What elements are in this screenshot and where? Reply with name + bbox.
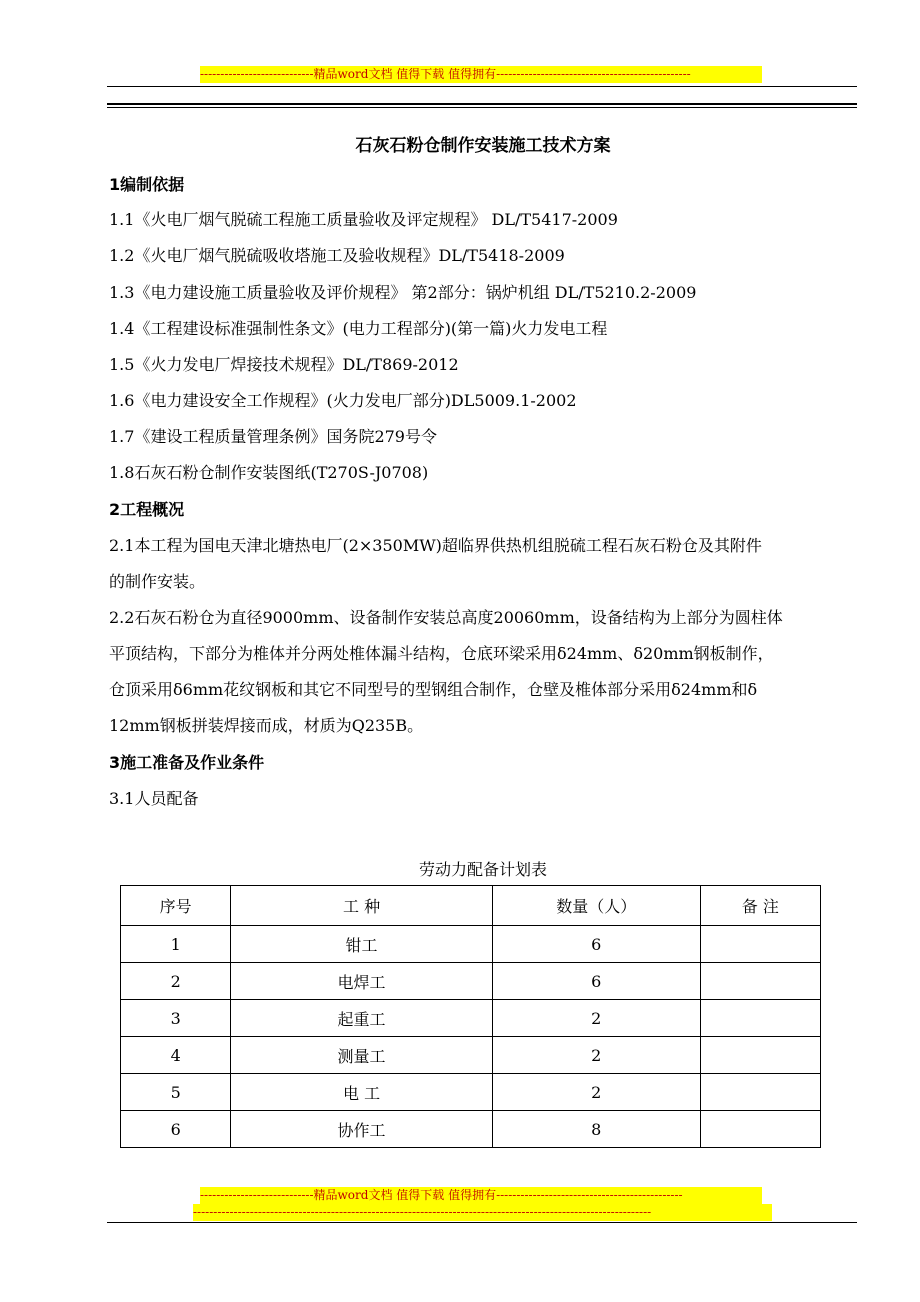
document-title: 石灰石粉仓制作安装施工技术方案 — [355, 136, 611, 156]
paragraph-line: 的制作安装。 — [109, 572, 206, 591]
cell-note — [700, 1000, 820, 1037]
cell-count: 2 — [492, 1000, 700, 1037]
cell-index: 4 — [121, 1037, 231, 1074]
cell-index: 5 — [121, 1074, 231, 1111]
header-cell: 工 种 — [231, 886, 492, 926]
header-double-rule-thick — [107, 103, 857, 105]
cell-note — [700, 1074, 820, 1111]
table-title: 劳动力配备计划表 — [418, 860, 547, 879]
cell-trade: 电焊工 — [231, 963, 492, 1000]
labor-table — [120, 885, 821, 1148]
paragraph-line: 2.2石灰石粉仓为直径9000mm、设备制作安装总高度20060mm，设备结构为上部分为圆柱体 — [109, 608, 783, 627]
reference-item: 1.4《工程建设标准强制性条文》(电力工程部分)(第一篇)火力发电工程 — [109, 319, 608, 338]
reference-item: 1.3《电力建设施工质量验收及评价规程》 第2部分：锅炉机组 DL/T5210.2-2009 — [109, 283, 697, 302]
reference-item: 1.1《火电厂烟气脱硫工程施工质量验收及评定规程》 DL/T5417-2009 — [109, 210, 618, 229]
cell-note — [700, 963, 820, 1000]
table-row — [121, 963, 821, 1000]
cell-note — [700, 1037, 820, 1074]
cell-count: 8 — [492, 1111, 700, 1148]
cell-count: 6 — [492, 926, 700, 963]
header-double-rule-thin — [107, 107, 857, 108]
footer-rule — [107, 1222, 857, 1223]
paragraph-line: 平顶结构，下部分为椎体并分两处椎体漏斗结构，仓底环梁采用δ24mm、δ20mm钢板制作， — [109, 644, 774, 663]
header-cell: 序号 — [121, 886, 231, 926]
reference-item: 1.6《电力建设安全工作规程》(火力发电厂部分)DL5009.1-2002 — [109, 391, 577, 410]
cell-trade: 电 工 — [231, 1074, 492, 1111]
cell-index: 3 — [121, 1000, 231, 1037]
reference-item: 1.5《火力发电厂焊接技术规程》DL/T869-2012 — [109, 355, 459, 374]
paragraph-line: 12mm钢板拼装焊接而成，材质为Q235B。 — [109, 716, 424, 735]
reference-item: 1.2《火电厂烟气脱硫吸收塔施工及验收规程》DL/T5418-2009 — [109, 246, 565, 265]
header-banner: ----------------------------精品word文档 值得下载 值得拥有------------------------------------------------ — [200, 66, 762, 83]
footer-banner: ----------------------------精品word文档 值得下载 值得拥有---------------------------------------------- — [200, 1187, 762, 1204]
table-row — [121, 1000, 821, 1037]
reference-item: 1.7《建设工程质量管理条例》国务院279号令 — [109, 427, 437, 446]
subsection-3-1: 3.1人员配备 — [109, 789, 199, 808]
section-3-heading: 3施工准备及作业条件 — [109, 753, 265, 772]
table-row — [121, 1074, 821, 1111]
table-row — [121, 1037, 821, 1074]
cell-count: 2 — [492, 1037, 700, 1074]
cell-count: 6 — [492, 963, 700, 1000]
footer-banner-dashes: ----------------------------------------------------------------------------------------------------------------- — [193, 1204, 772, 1221]
header-cell: 数量（人） — [492, 886, 700, 926]
cell-trade: 起重工 — [231, 1000, 492, 1037]
cell-count: 2 — [492, 1074, 700, 1111]
section-1-heading: 1编制依据 — [109, 175, 185, 194]
cell-index: 1 — [121, 926, 231, 963]
cell-trade: 协作工 — [231, 1111, 492, 1148]
cell-trade: 测量工 — [231, 1037, 492, 1074]
paragraph-line: 2.1本工程为国电天津北塘热电厂(2×350MW)超临界供热机组脱硫工程石灰石粉仓及其附件 — [109, 536, 762, 555]
cell-trade: 钳工 — [231, 926, 492, 963]
section-2-heading: 2工程概况 — [109, 500, 185, 519]
table-header-row — [121, 886, 821, 926]
table-row — [121, 1111, 821, 1148]
cell-index: 6 — [121, 1111, 231, 1148]
paragraph-line: 仓顶采用δ6mm花纹钢板和其它不同型号的型钢组合制作，仓壁及椎体部分采用δ24mm和δ — [109, 680, 758, 699]
cell-note — [700, 1111, 820, 1148]
header-rule — [107, 86, 857, 87]
reference-item: 1.8石灰石粉仓制作安装图纸(T270S-J0708) — [109, 463, 429, 482]
cell-index: 2 — [121, 963, 231, 1000]
header-cell: 备 注 — [700, 886, 820, 926]
table-row — [121, 926, 821, 963]
cell-note — [700, 926, 820, 963]
